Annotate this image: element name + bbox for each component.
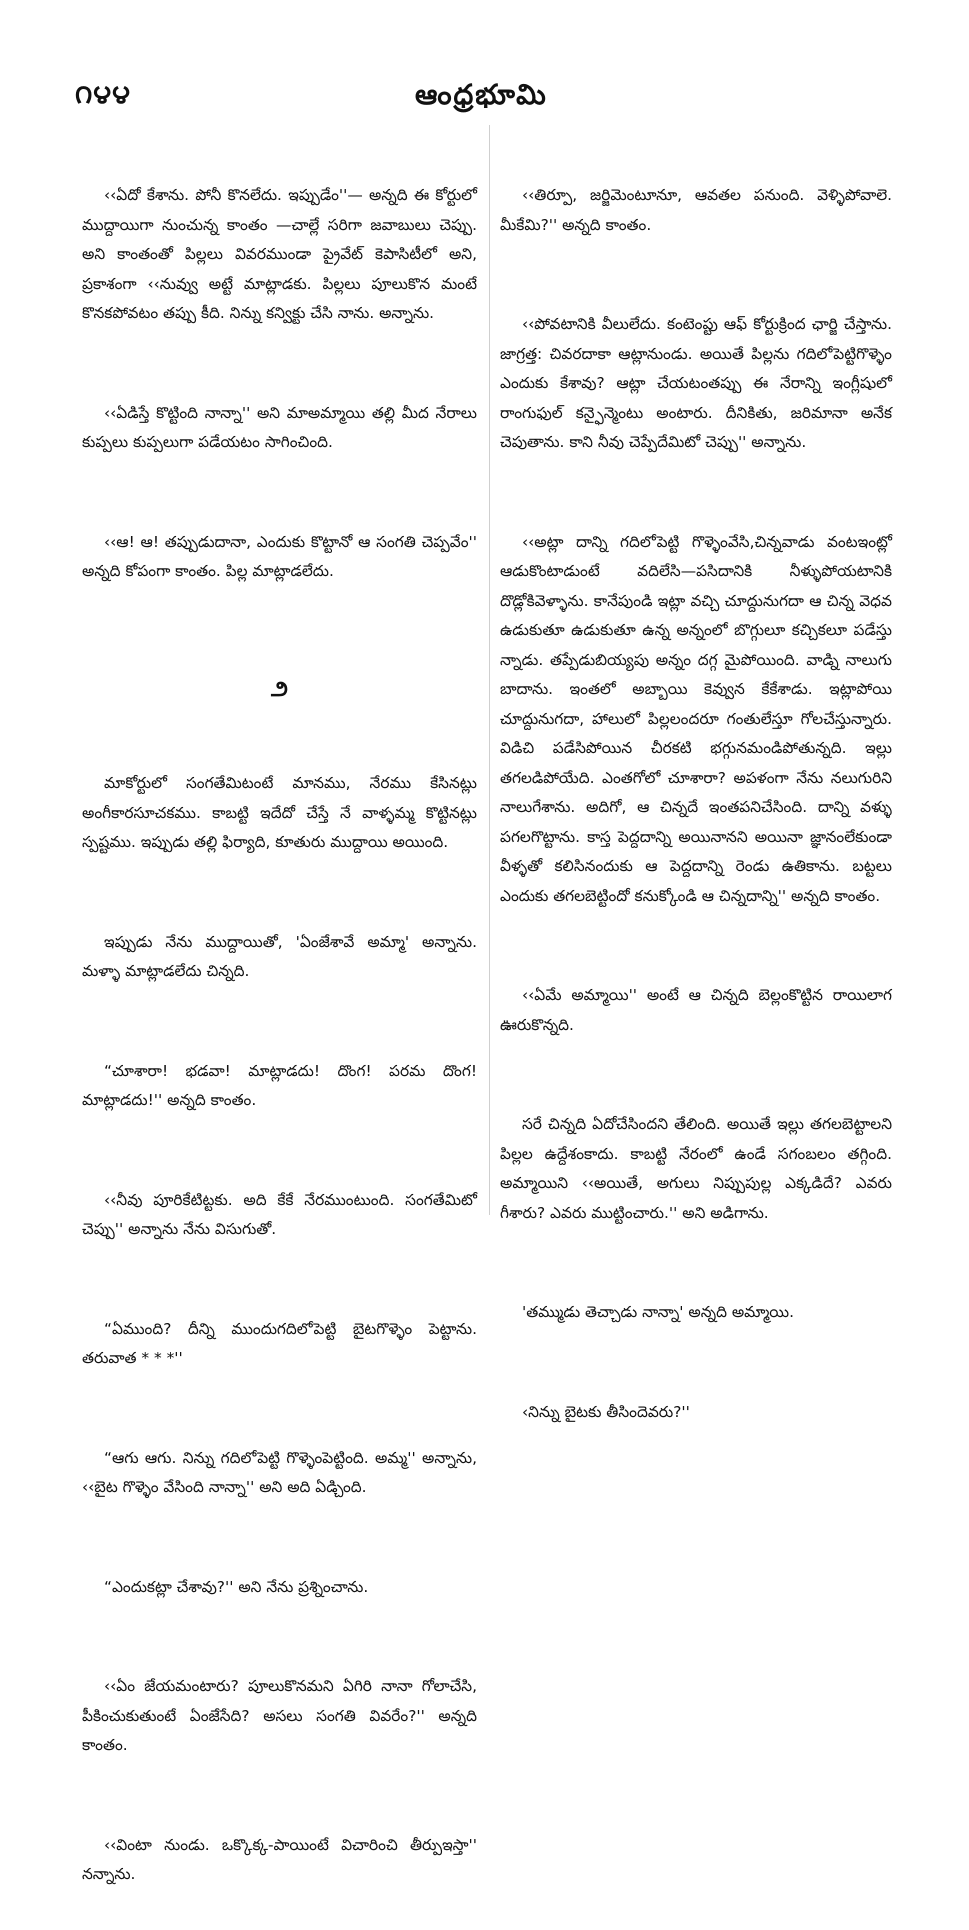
paragraph: ‹‹తిర్పూ, జర్జిమెంటూనూ, ఆవతల పనుంది. వెళ్ళిపోవాలె. మీకేమి?'' అన్నది కాంతం. bbox=[500, 186, 897, 234]
section-number: ౨ bbox=[270, 676, 288, 702]
paragraph: ఇప్పుడు నేను ముద్దాయితో, 'ఏంజేశావే అమ్మా' అన్నాను. మళ్ళా మాట్లాడలేదు చిన్నది. bbox=[82, 932, 482, 980]
paragraph: 'తమ్ముడు తెచ్చాడు నాన్నా' అన్నది అమ్మాయి. bbox=[522, 1303, 794, 1321]
paragraph: ‹‹ఏం జేయమంటారు? పూలుకొనమని ఏగిరి నానా గోలాచేసి, పీకించుకుతుంటే ఏంజేసేది? అసలు సంగతి వివరేం?'' అన్నది కాంతం. bbox=[82, 1677, 482, 1754]
paragraph: సరే చిన్నది ఏదోచేసిందని తేలింది. అయితే ఇల్లు తగలబెట్టాలని పిల్లల ఉద్దేశంకాదు. కాబట్టి నేరంలో ఉండే సగంబలం తగ్గింది. అమ్మాయిని ‹‹అయితే, అగులు నిప్పుపుల్ల ఎక్కడిదే? ఎవరు గీశారు? ఎవరు ముట్టించారు.'' అని అడిగాను. bbox=[500, 1115, 897, 1222]
magazine-title: ఆంధ్రభూమి bbox=[415, 78, 548, 111]
column-divider bbox=[489, 125, 490, 1215]
paragraph: ‹‹ఏమే అమ్మాయి'' అంటే ఆ చిన్నది బెల్లంకొట్టిన రాయిలాగ ఊరుకొన్నది. bbox=[500, 986, 897, 1034]
paragraph: “ఆగు ఆగు. నిన్ను గదిలోపెట్టి గొళ్ళెంపెట్టింది. అమ్మ'' అన్నాను, ‹‹బైట గొళ్ళెం వేసింది నాన్నా'' అని అది ఏడ్చింది. bbox=[82, 1448, 482, 1496]
paragraph: ‹‹ఆ! ఆ! తప్పుడుదానా, ఎందుకు కొట్టానో ఆ సంగతి చెప్పవేం'' అన్నది కోపంగా కాంతం. పిల్ల మాట్లాడలేదు. bbox=[82, 532, 482, 580]
page-header bbox=[0, 0, 969, 110]
paragraph: ‹‹నీవు పూరికేటిట్టకు. అది కేకే నేరముంటుంది. సంగతేమిటో చెప్పు'' అన్నాను నేను విసుగుతో. bbox=[82, 1190, 482, 1238]
left-column bbox=[82, 122, 482, 1930]
paragraph: ‹నిన్ను బైటకు తీసిందెవరు?'' bbox=[522, 1402, 690, 1421]
page-number: ౧౪౪ bbox=[75, 80, 131, 110]
paragraph: ‹‹ఏడిస్తే కొట్టింది నాన్నా'' అని మాఅమ్మాయి తల్లి మీద నేరాలు కుప్పలు కుప్పలుగా పడేయటం సాగించింది. bbox=[82, 403, 482, 451]
paragraph: ‹‹అట్లా దాన్ని గదిలోపెట్టి గొళ్ళెంవేసి,చిన్నవాడు వంటఇంట్లో ఆడుకొంటాడుంటే వదిలేసి—పసిదానికి నీళ్ళుపోయటానికి దొడ్లోకివెళ్ళాను. కానేపుండి ఇట్లా వచ్చి చూద్దునుగదా ఆ చిన్న వెధవ ఉడుకుతూ ఉడుకుతూ ఉన్న అన్నంలో బొగ్గులూ కచ్చికలూ పడేస్తు న్నాడు. తప్పేడుబియ్యపు అన్నం దగ్గ మైపోయింది. వాడ్ని నాలుగు బాదాను. ఇంతలో అబ్బాయి కెవ్వున కేకేశాడు. ఇట్లాపోయి చూద్దునుగదా, హాలులో పిల్లలందరూ గంతులేస్తూ గోలచేస్తున్నారు. విడిచి పడేసిపోయిన చీరకటి భగ్గునమండిపోతున్నది. ఇల్లు తగలడిపోయేది. ఎంతగోలో చూశారా? అపళంగా నేను నలుగురిని నాలుగేశాను. అదిగో, ఆ చిన్నదే ఇంతపనిచేసింది. దాన్ని వళ్ళు పగలగొట్టాను. కాస్త పెద్దదాన్ని అయినానని అయినా జ్ఞానంలేకుండా వీళ్ళతో కలిసినందుకు ఆ పెద్దదాన్ని రెండు ఉతికాను. బట్టలు ఎందుకు తగలబెట్టిందో కనుక్కోండి ఆ చిన్నదాన్ని'' అన్నది కాంతం. bbox=[500, 532, 897, 905]
paragraph: ‹‹పోవటానికి వీలులేదు. కంటెంప్టు ఆఫ్ కోర్టుక్రింద ఛార్జి చేస్తాను. జాగ్రత్త: చివరదాకా ఆట్లానుండు. అయితే పిల్లను గదిలోపెట్టిగొళ్ళెం ఎందుకు కేశావు? ఆట్లా చేయటంతప్పు ఈ నేరాన్ని ఇంగ్లీషులో రాంగుఫుల్ కన్ఫైన్మెంటు అంటారు. దీనికితు, జరిమానా అనేక చెపుతాను. కాని నీవు చెప్పేదేమిటో చెప్పు'' అన్నాను. bbox=[500, 315, 897, 451]
paragraph: మాకోర్టులో సంగతేమిటంటే మానము, నేరము కేసినట్లు అంగీకారసూచకము. కాబట్టి ఇదేదో చేస్తే నే వాళ్ళమ్మ కొట్టినట్లు స్పష్టము. ఇప్పుడు తల్లి ఫిర్యాది, కూతురు ముద్దాయి అయింది. bbox=[82, 774, 482, 851]
paragraph: ‹‹వింటా నుండు. ఒక్కొక్క-పాయింటే విచారించి తీర్పుఇస్తా'' నన్నాను. bbox=[82, 1835, 482, 1883]
paragraph: “చూశారా! భడవా! మాట్లాడదు! దొంగ! పరమ దొంగ! మాట్లాడదు!'' అన్నది కాంతం. bbox=[82, 1061, 482, 1109]
paragraph: “ఎందుకట్లా చేశావు?'' అని నేను ప్రశ్నించాను. bbox=[104, 1577, 369, 1596]
paragraph: “ఏముంది? దీన్ని ముందుగదిలోపెట్టి బైటగొళ్ళెం పెట్టాను. తరువాత * * *'' bbox=[82, 1319, 482, 1367]
right-column bbox=[500, 122, 897, 1468]
paragraph: ‹‹ఏదో కేశాను. పోనీ కొనలేదు. ఇప్పుడేం''— అన్నది ఈ కోర్టులో ముద్దాయిగా నుంచున్న కాంతం —చాల్లే సరిగా జవాబులు చెప్పు. అని కాంతంతో పిల్లలు వివరముండా ప్రైవేట్ కెపాసిటీలో అని, ప్రకాశంగా ‹‹నువ్వు అట్టే మాట్లాడకు. పిల్లలు పూలుకొన మంటే కొనకపోవటం తప్పు కీది. నిన్ను కన్విక్టు చేసి నాను. అన్నాను. bbox=[82, 186, 482, 322]
